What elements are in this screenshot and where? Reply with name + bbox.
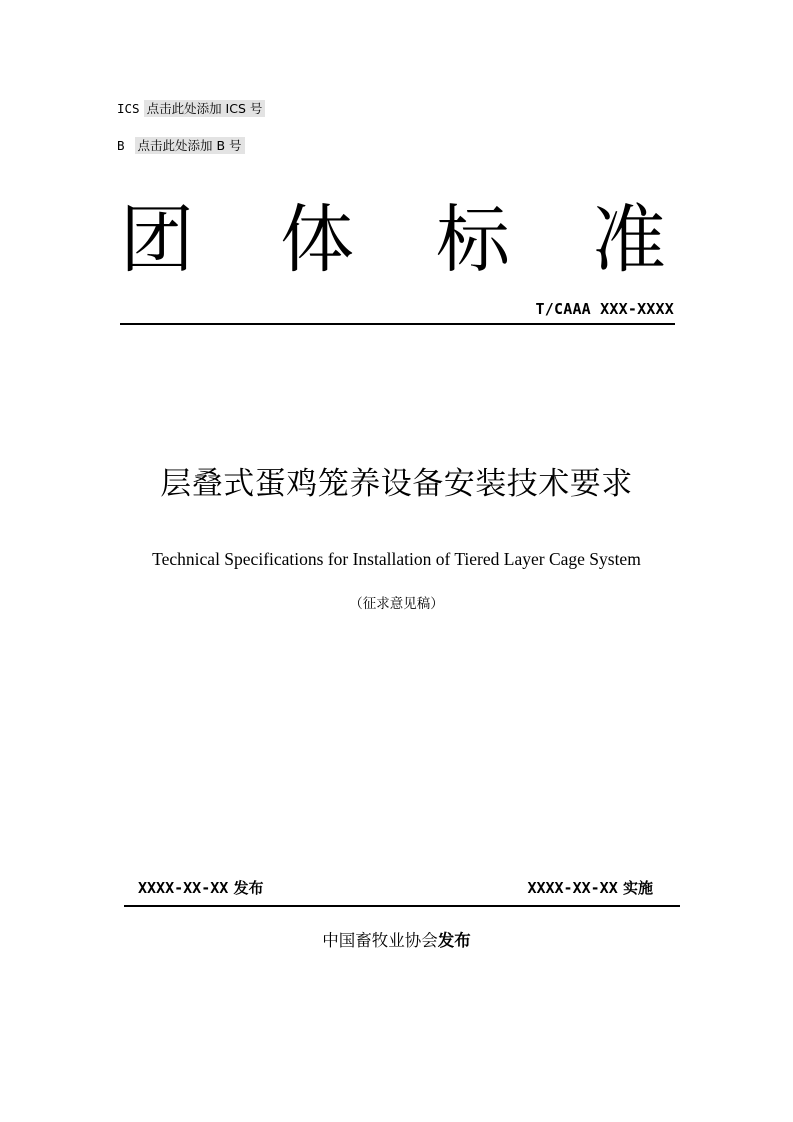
- standard-number: T/CAAA XXX-XXXX: [535, 300, 674, 318]
- publish-date-value: XXXX-XX-XX: [138, 879, 229, 897]
- title-char: 体: [280, 197, 354, 283]
- implement-date-label: 实施: [622, 879, 653, 897]
- ics-line: [117, 100, 265, 118]
- standard-type-title: [118, 198, 678, 282]
- publish-date: [138, 877, 264, 898]
- b-number-field[interactable]: 点击此处添加 B 号: [135, 137, 245, 154]
- draft-label: （征求意见稿）: [349, 596, 444, 612]
- implement-date-value: XXXX-XX-XX: [527, 879, 618, 897]
- header-divider: [120, 323, 675, 325]
- ics-number-field[interactable]: 点击此处添加 ICS 号: [144, 100, 266, 117]
- issuer-action: 发布: [437, 931, 471, 950]
- title-char: 标: [436, 197, 510, 283]
- issuer: [0, 927, 793, 951]
- implement-date: [527, 877, 653, 898]
- b-line: [117, 137, 245, 155]
- title-char: 准: [592, 197, 666, 283]
- ics-prefix: ICS: [117, 101, 140, 116]
- publish-date-label: 发布: [233, 879, 264, 897]
- issuer-name: 中国畜牧业协会: [322, 931, 438, 950]
- document-title-en: Technical Specifications for Installation of Tiered Layer Cage System: [152, 549, 641, 569]
- document-title-cn: 层叠式蛋鸡笼养设备安装技术要求: [160, 466, 633, 502]
- title-char: 团: [120, 197, 194, 283]
- footer-divider: [124, 905, 680, 907]
- b-prefix: B: [117, 138, 125, 153]
